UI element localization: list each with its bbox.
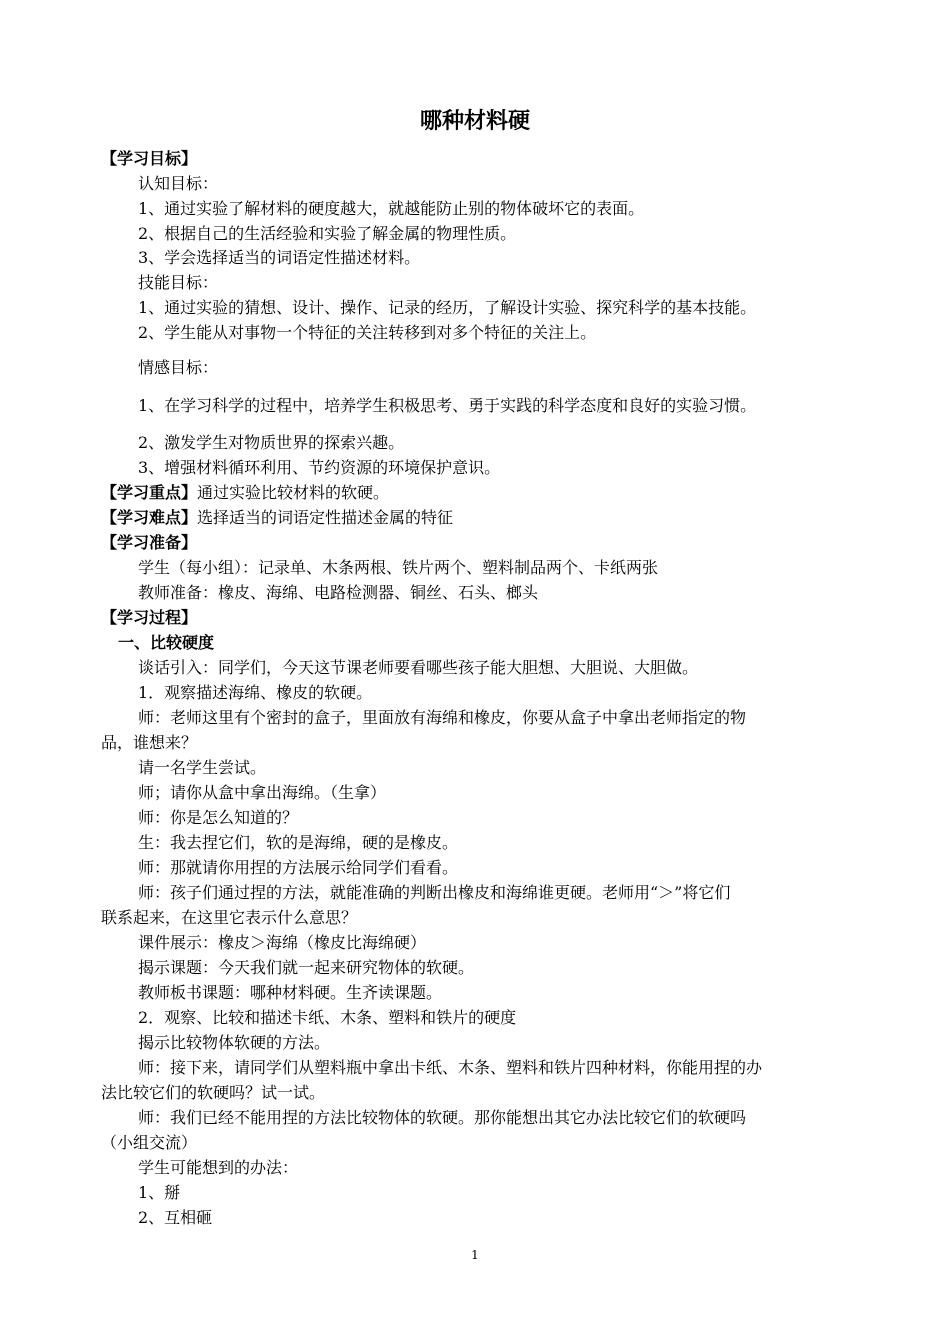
process-line: 师；请你从盒中拿出海绵。（生拿） [138,783,387,802]
process-line: 教师板书课题：哪种材料硬。生齐读课题。 [138,983,443,1002]
process-line: 法比较它们的软硬吗？试一试。 [101,1083,326,1102]
process-line: 谈话引入：同学们，今天这节课老师要看哪些孩子能大胆想、大胆说、大胆做。 [138,658,699,677]
skill-item: 2、学生能从对事物一个特征的关注转移到对多个特征的关注上。 [138,323,597,342]
emotion-item: 2、激发学生对物质世界的探索兴趣。 [138,433,405,452]
key-point-text: 通过实验比较材料的软硬。 [197,483,390,502]
page-number: 1 [471,1248,479,1262]
skill-item: 1、通过实验的猜想、设计、操作、记录的经历，了解设计实验、探究科学的基本技能。 [138,298,757,317]
difficulty [101,506,453,530]
skill-label: 技能目标： [138,273,219,292]
process-line: 2．观察、比较和描述卡纸、木条、塑料和铁片的硬度 [138,1008,517,1027]
emotion-item: 3、增强材料循环利用、节约资源的环境保护意识。 [138,458,501,477]
process-line: 课件展示：橡皮＞海绵（橡皮比海绵硬） [138,933,427,952]
process-line: 联系起来，在这里它表示什么意思？ [101,908,358,927]
preparation-student: 学生（每小组）：记录单、木条两根、铁片两个、塑料制品两个、卡纸两张 [138,558,659,577]
cognitive-item: 3、学会选择适当的词语定性描述材料。 [138,248,421,267]
key-point [101,481,389,505]
process-line: 生：我去捏它们，软的是海绵，硬的是橡皮。 [138,833,459,852]
process-line: 揭示比较物体软硬的方法。 [138,1033,331,1052]
section-heading: 一、比较硬度 [118,633,215,652]
process-line: 1、掰 [138,1183,181,1202]
objectives-heading: 【学习目标】 [101,149,198,168]
process-line: 师：孩子们通过捏的方法，就能准确的判断出橡皮和海绵谁更硬。老师用“＞”将它们 [138,883,731,902]
cognitive-item: 2、根据自己的生活经验和实验了解金属的物理性质。 [138,224,517,243]
document-title: 哪种材料硬 [419,109,530,134]
process-line: 师：我们已经不能用捏的方法比较物体的软硬。那你能想出其它办法比较它们的软硬吗 [138,1108,747,1127]
key-point-label: 【学习重点】 [101,483,198,502]
process-line: 请一名学生尝试。 [138,758,267,777]
emotion-item: 1、在学习科学的过程中，培养学生积极思考、勇于实践的科学态度和良好的实验习惯。 [138,396,757,415]
difficulty-text: 选择适当的词语定性描述金属的特征 [197,508,454,527]
emotion-label: 情感目标： [138,358,219,377]
process-line: 师：你是怎么知道的？ [138,808,299,827]
process-line: 师：那就请你用捏的方法展示给同学们看看。 [138,858,459,877]
cognitive-label: 认知目标： [138,174,219,193]
difficulty-label: 【学习难点】 [101,508,198,527]
process-line: 揭示课题：今天我们就一起来研究物体的软硬。 [138,958,475,977]
process-heading: 【学习过程】 [101,608,198,627]
cognitive-item: 1、通过实验了解材料的硬度越大，就越能防止别的物体破坏它的表面。 [138,199,645,218]
process-line: 学生可能想到的办法： [138,1158,299,1177]
process-line: 1．观察描述海绵、橡皮的软硬。 [138,683,373,702]
process-line: 2、互相砸 [138,1208,213,1227]
process-line: 品，谁想来？ [101,733,198,752]
process-line: 师：老师这里有个密封的盒子，里面放有海绵和橡皮，你要从盒子中拿出老师指定的物 [138,708,747,727]
preparation-heading: 【学习准备】 [101,533,198,552]
preparation-teacher: 教师准备：橡皮、海绵、电路检测器、铜丝、石头、榔头 [138,583,539,602]
process-line: 师：接下来，请同学们从塑料瓶中拿出卡纸、木条、塑料和铁片四种材料，你能用捏的办 [138,1058,763,1077]
process-line: （小组交流） [101,1133,198,1152]
